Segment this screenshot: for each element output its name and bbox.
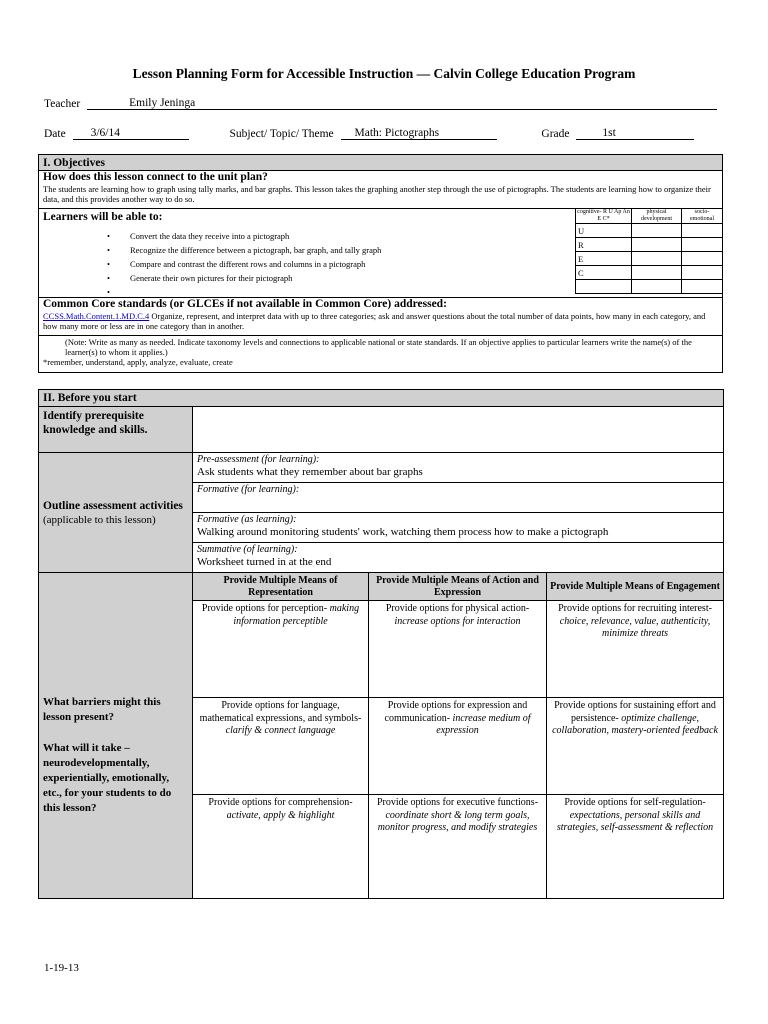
before-section <box>38 389 723 897</box>
teacher-label: Teacher <box>44 98 81 110</box>
udl-cell[interactable]: Provide options for sustaining effort and persistence- optimize challenge, collaboration, mastery-oriented feedback <box>547 698 724 795</box>
udl-cell[interactable]: Provide options for comprehension- activate, apply & highlight <box>193 795 369 899</box>
udl-cell[interactable]: Provide options for language, mathematical expressions, and symbols- clarify & connect language <box>193 698 369 795</box>
objective-item: • <box>107 287 110 297</box>
formative-for[interactable]: Formative (for learning): <box>193 483 723 513</box>
udl-cell[interactable]: Provide options for executive functions- coordinate short & long term goals, monitor progress, and modify strategies <box>369 795 547 899</box>
tax-cell[interactable]: R <box>576 238 632 252</box>
udl-cell[interactable]: Provide options for physical action- increase options for interaction <box>369 601 547 698</box>
note-text: (Note: Write as many as needed. Indicate taxonomy levels and connections to applicable national or state standards. If an objective applies to particular learners write the name(s) of the learner(s) to whom it applies.) <box>65 337 692 357</box>
grade-field[interactable]: 1st <box>576 127 694 140</box>
connect-question: How does this lesson connect to the unit plan? <box>43 171 268 183</box>
tax-header-socio: socio- emotional <box>682 209 723 224</box>
connect-answer: The students are learning how to graph using tally marks, and bar graphs. This lesson takes the graphing another step through the use of pictographs. The students are learning how to organize their data, and this provides another way to do so. <box>43 184 711 204</box>
tax-cell[interactable]: E <box>576 252 632 266</box>
col-head-action: Provide Multiple Means of Action and Expression <box>369 573 547 601</box>
ccss-label: Common Core standards (or GLCEs if not available in Common Core) addressed: <box>43 298 447 310</box>
objective-item: • Recognize the difference between a pictograph, bar graph, and tally graph <box>107 245 382 255</box>
tax-cell[interactable]: C <box>576 266 632 280</box>
udl-cell[interactable]: Provide options for recruiting interest- choice, relevance, value, authenticity, minimize threats <box>547 601 724 698</box>
grade-label: Grade <box>541 128 570 140</box>
barriers-question: What barriers might this lesson present? <box>43 696 161 723</box>
before-table <box>38 389 724 899</box>
objectives-note <box>39 336 722 367</box>
footer-date: 1-19-13 <box>44 962 79 974</box>
tax-header-cognitive: cognitive- R U Ap An E C* <box>577 209 630 222</box>
tax-header-physical: physical development <box>632 209 682 224</box>
taxonomy-table <box>575 208 723 294</box>
col-head-representation: Provide Multiple Means of Representation <box>193 573 369 601</box>
ccss-link[interactable]: CCSS.Math.Content.1.MD.C.4 <box>43 311 150 321</box>
learners-label: Learners will be able to: <box>43 211 163 223</box>
taxonomy-footnote: *remember, understand, apply, analyze, evaluate, create <box>43 357 233 367</box>
col-head-engagement: Provide Multiple Means of Engagement <box>547 573 724 601</box>
assess-label: Outline assessment activities <box>43 500 183 512</box>
teacher-row <box>44 97 717 110</box>
learner-objectives <box>39 209 722 298</box>
objective-item: • Compare and contrast the different rows and columns in a pictograph <box>107 259 366 269</box>
subject-field[interactable]: Math: Pictographs <box>341 127 497 140</box>
standards-block <box>39 298 722 336</box>
pre-assessment[interactable]: Pre-assessment (for learning): Ask students what they remember about bar graphs <box>193 453 723 483</box>
ccss-text: Organize, represent, and interpret data with up to three categories; ask and answer questions about the total number of data points, how many in each category, and how many more or less are in one category than in another. <box>43 311 706 331</box>
objectives-header: I. Objectives <box>39 155 722 171</box>
udl-cell[interactable]: Provide options for perception- making information perceptible <box>193 601 369 698</box>
objective-list <box>107 229 381 299</box>
objective-item: • Convert the data they receive into a pictograph <box>107 231 290 241</box>
subject-label: Subject/ Topic/ Theme <box>229 128 334 140</box>
details-row <box>44 127 694 140</box>
objective-item: • Generate their own pictures for their pictograph <box>107 273 293 283</box>
prereq-label: Identify prerequisite knowledge and skills. <box>39 407 193 453</box>
summative[interactable]: Summative (of learning): Worksheet turned in at the end <box>197 544 332 568</box>
assessment-label-cell <box>39 453 193 573</box>
form-title: Lesson Planning Form for Accessible Instruction — Calvin College Education Program <box>132 66 636 81</box>
teacher-field[interactable]: Emily Jeninga <box>87 97 717 110</box>
objectives-section <box>38 154 723 373</box>
assessment-fields <box>193 453 724 573</box>
prereq-field[interactable] <box>193 407 724 453</box>
udl-cell[interactable]: Provide options for self-regulation- expectations, personal skills and strategies, self-assessment & reflection <box>547 795 724 899</box>
formative-as[interactable]: Formative (as learning): Walking around monitoring students' work, watching them process how to make a pictograph <box>193 513 723 543</box>
date-label: Date <box>44 128 66 140</box>
date-field[interactable]: 3/6/14 <box>73 127 189 140</box>
before-header: II. Before you start <box>39 390 724 407</box>
unit-connection <box>39 171 722 209</box>
tax-cell[interactable]: U <box>576 224 632 238</box>
take-question: What will it take – neurodevelopmentally, experientially, emotionally, etc., for your students to do this lesson? <box>43 742 172 814</box>
udl-cell[interactable]: Provide options for expression and communication- increase medium of expression <box>369 698 547 795</box>
barriers-cell <box>39 573 193 899</box>
assess-sub: (applicable to this lesson) <box>43 514 156 526</box>
tax-cell[interactable] <box>576 280 632 294</box>
